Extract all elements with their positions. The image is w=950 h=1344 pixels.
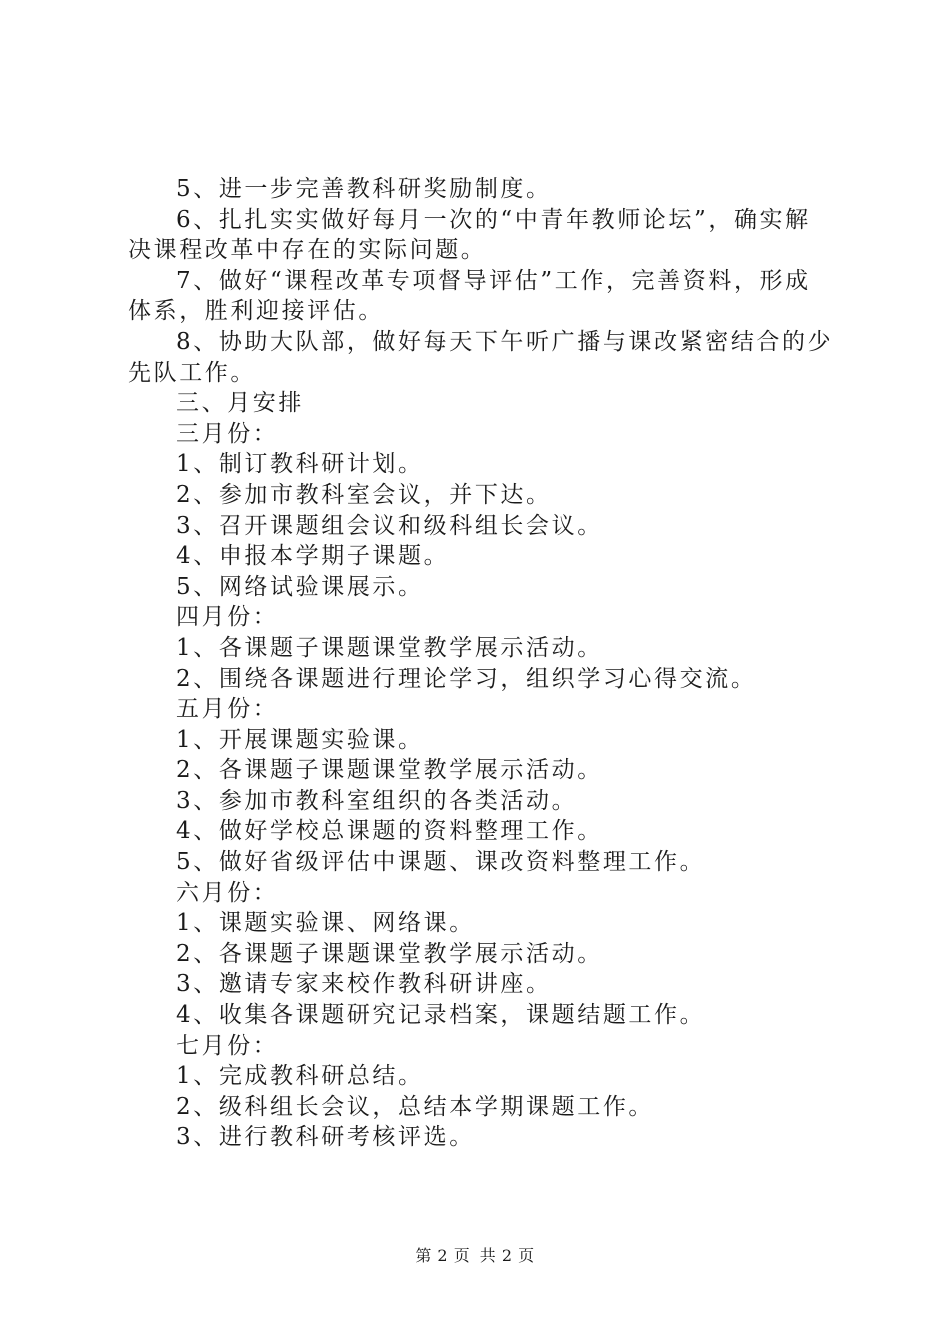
text-line: 5、进一步完善教科研奖励制度。 (176, 176, 552, 202)
text-line: 4、申报本学期子课题。 (176, 543, 450, 570)
text-line: 3、邀请专家来校作教科研讲座。 (176, 971, 552, 998)
text-line: 三、月安排 (176, 390, 304, 417)
text-line: 1、课题实验课、网络课。 (176, 910, 475, 937)
text-line: 3、参加市教科室组织的各类活动。 (176, 787, 578, 814)
text-line: 决课程改革中存在的实际问题。 (128, 237, 487, 264)
text-line: 2、围绕各课题进行理论学习，组织学习心得交流。 (176, 665, 757, 692)
text-line: 1、各课题子课题课堂教学展示活动。 (176, 634, 603, 661)
text-line: 3、召开课题组会议和级科组长会议。 (176, 512, 603, 539)
text-line: 1、制订教科研计划。 (176, 451, 424, 478)
page-footer (0, 1243, 950, 1266)
text-line: 五月份： (176, 696, 279, 723)
text-line: 先队工作。 (128, 359, 256, 386)
text-line: 7、做好“课程改革专项督导评估”工作，完善资料，形成 (176, 267, 811, 294)
text-line: 3、进行教科研考核评选。 (176, 1124, 475, 1151)
text-line: 2、级科组长会议，总结本学期课题工作。 (176, 1093, 655, 1120)
text-line: 2、各课题子课题课堂教学展示活动。 (176, 940, 603, 967)
text-line: 1、开展课题实验课。 (176, 726, 424, 753)
text-line: 六月份： (176, 879, 279, 906)
text-line: 4、收集各课题研究记录档案，课题结题工作。 (176, 1002, 706, 1029)
text-line: 体系，胜利迎接评估。 (128, 298, 384, 325)
text-line: 三月份： (176, 420, 279, 447)
text-line: 2、各课题子课题课堂教学展示活动。 (176, 757, 603, 784)
text-line: 6、扎扎实实做好每月一次的“中青年教师论坛”，确实解 (176, 206, 811, 233)
text-line: 5、做好省级评估中课题、课改资料整理工作。 (176, 849, 706, 876)
text-line: 七月份： (176, 1032, 279, 1059)
page-total: 共 2 页 (479, 1246, 535, 1265)
text-line: 1、完成教科研总结。 (176, 1063, 424, 1090)
text-line: 5、网络试验课展示。 (176, 573, 424, 600)
text-line: 8、协助大队部，做好每天下午听广播与课改紧密结合的少 (176, 328, 834, 355)
text-line: 2、参加市教科室会议，并下达。 (176, 481, 552, 508)
text-line: 4、做好学校总课题的资料整理工作。 (176, 818, 603, 845)
page-number: 第 2 页 (415, 1246, 471, 1265)
document-body (128, 174, 834, 1153)
text-line: 四月份： (176, 604, 279, 631)
